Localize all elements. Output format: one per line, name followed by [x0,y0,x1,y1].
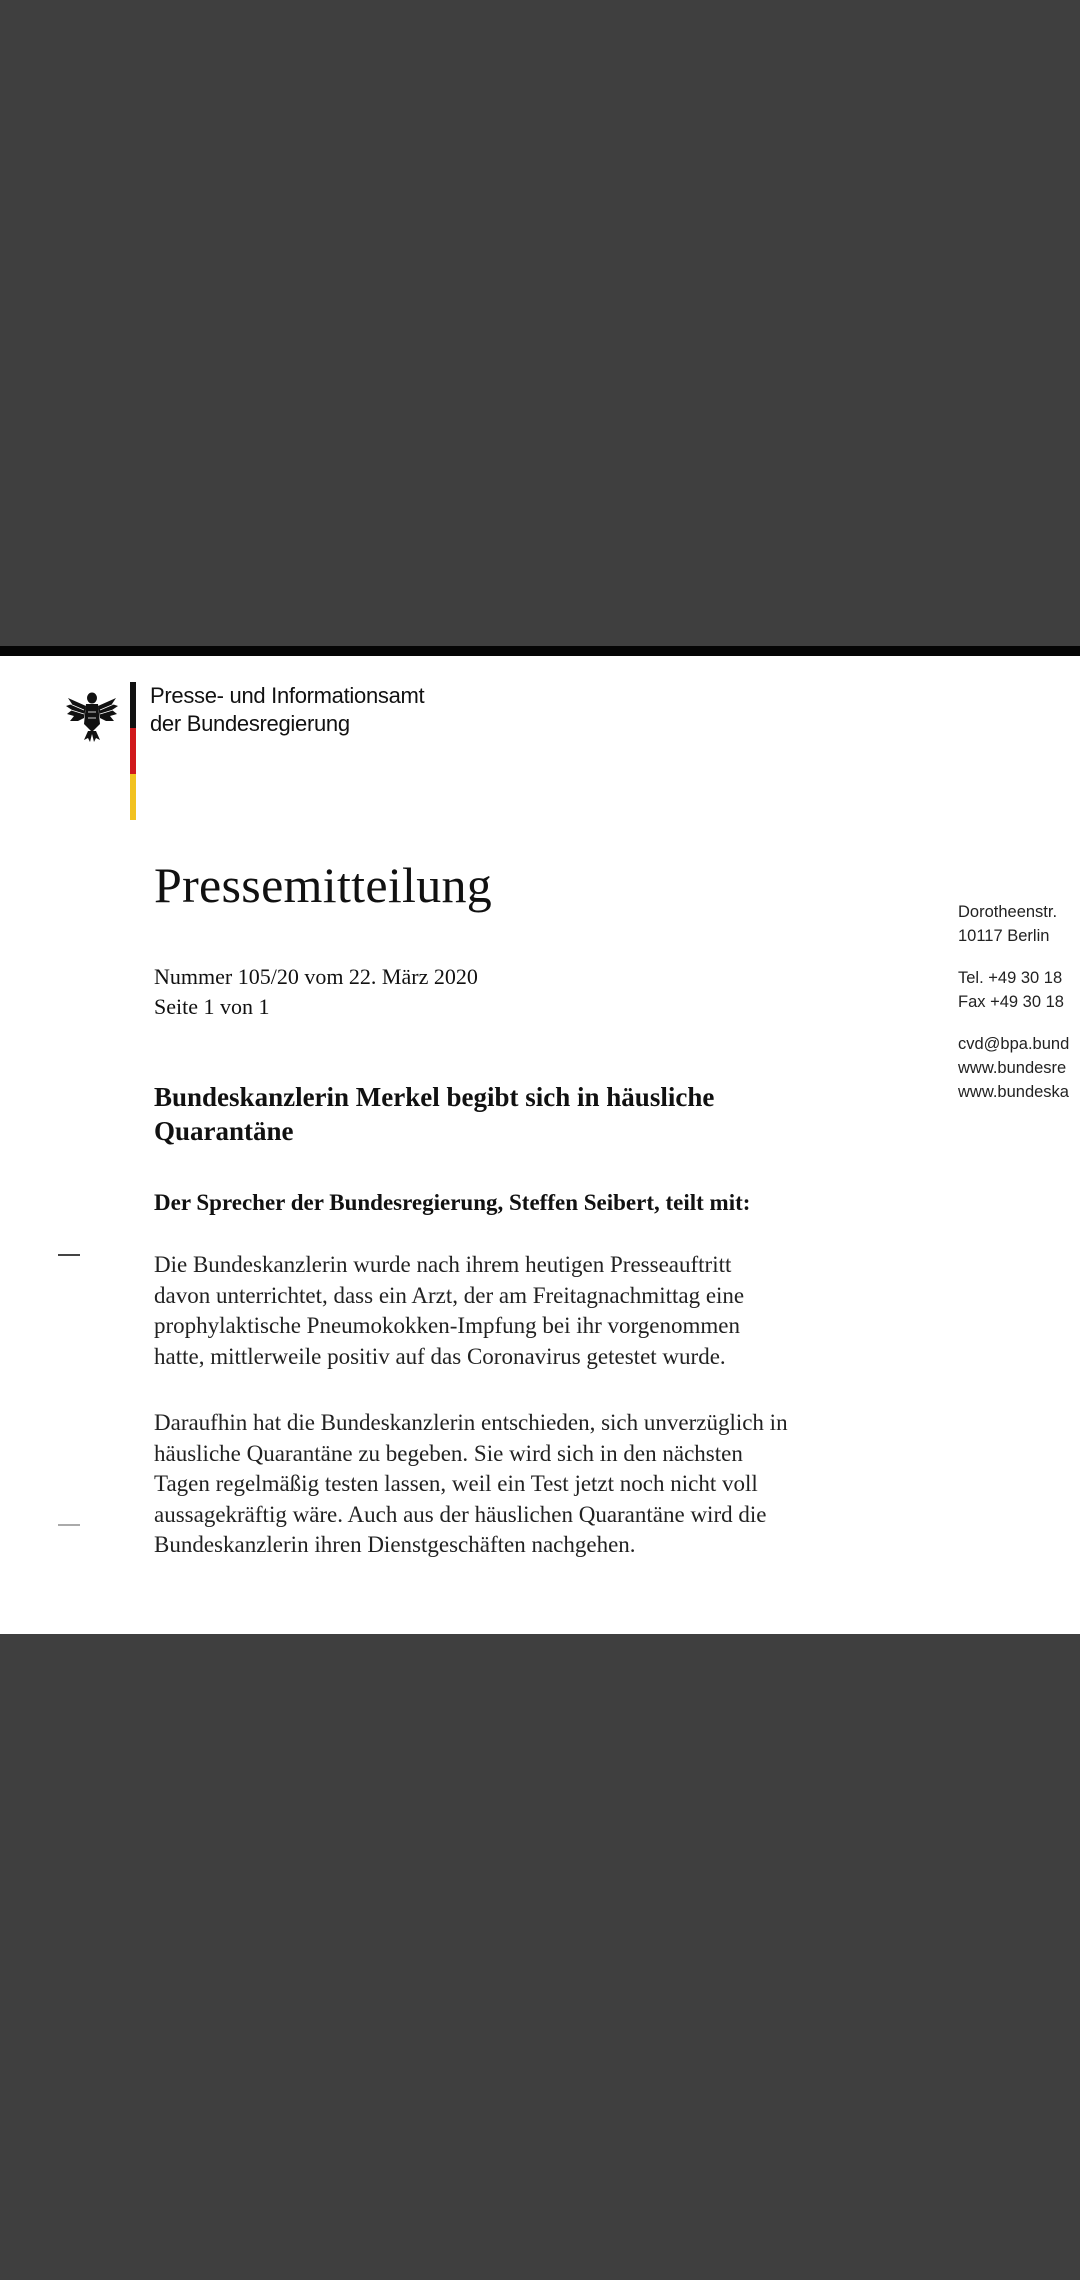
flag-gold-stripe [130,774,136,820]
paragraph-line: prophylaktische Pneumokokken-Impfung bei ihr vorgenommen [154,1313,740,1338]
paragraph-line: Die Bundeskanzlerin wurde nach ihrem heutigen Presseauftritt [154,1252,732,1277]
contact-web-1: www.bundesre [958,1059,1067,1077]
contact-fax: Fax +49 30 18 [958,993,1064,1011]
headline-line2: Quarantäne [154,1116,294,1146]
fold-mark [58,1254,80,1256]
release-meta [154,962,478,1022]
paragraph-line: Bundeskanzlerin ihren Dienstgeschäften nachgehen. [154,1532,636,1557]
page-title: Pressemitteilung [154,857,493,913]
release-number: Nummer 105/20 vom 22. März 2020 [154,964,478,989]
headline [154,1080,854,1148]
headline-line1: Bundeskanzlerin Merkel begibt sich in häusliche [154,1082,715,1112]
contact-phone [958,966,1064,1014]
paragraph-line: Tagen regelmäßig testen lassen, weil ein Test jetzt noch nicht voll [154,1471,758,1496]
agency-name [150,682,424,738]
page-count: Seite 1 von 1 [154,994,270,1019]
contact-street: Dorotheenstr. [958,903,1058,921]
paragraph-2 [154,1408,934,1561]
flag-red-stripe [130,728,136,774]
federal-eagle-logo [64,688,120,744]
contact-city: 10117 Berlin [958,927,1050,945]
paragraph-line: davon unterrichtet, dass ein Arzt, der am Freitagnachmittag eine [154,1282,745,1308]
agency-name-line1: Presse- und Informationsamt [150,683,425,708]
paragraph-line: häusliche Quarantäne zu begeben. Sie wird sich in den nächsten [154,1440,743,1466]
german-flag-bar [130,682,136,820]
fold-mark [58,1524,80,1526]
paragraph-line: hatte, mittlerweile positiv auf das Coronavirus getestet wurde. [154,1343,726,1369]
contact-address [958,900,1057,948]
paragraph-line: Daraufhin hat die Bundeskanzlerin entschieden, sich unverzüglich in [154,1410,788,1435]
paragraph-1 [154,1250,934,1372]
contact-online [958,1032,1069,1104]
contact-email: cvd@bpa.bund [958,1035,1070,1053]
speaker-line: Der Sprecher der Bundesregierung, Steffen Seibert, teilt mit: [154,1190,751,1215]
top-divider-bar [0,646,1080,656]
flag-black-stripe [130,682,136,728]
agency-name-line2: der Bundesregierung [150,711,350,736]
press-release-document [0,656,1080,1634]
contact-web-2: www.bundeska [958,1083,1069,1101]
paragraph-line: aussagekräftig wäre. Auch aus der häuslichen Quarantäne wird die [154,1501,767,1527]
contact-tel: Tel. +49 30 18 [958,969,1063,987]
